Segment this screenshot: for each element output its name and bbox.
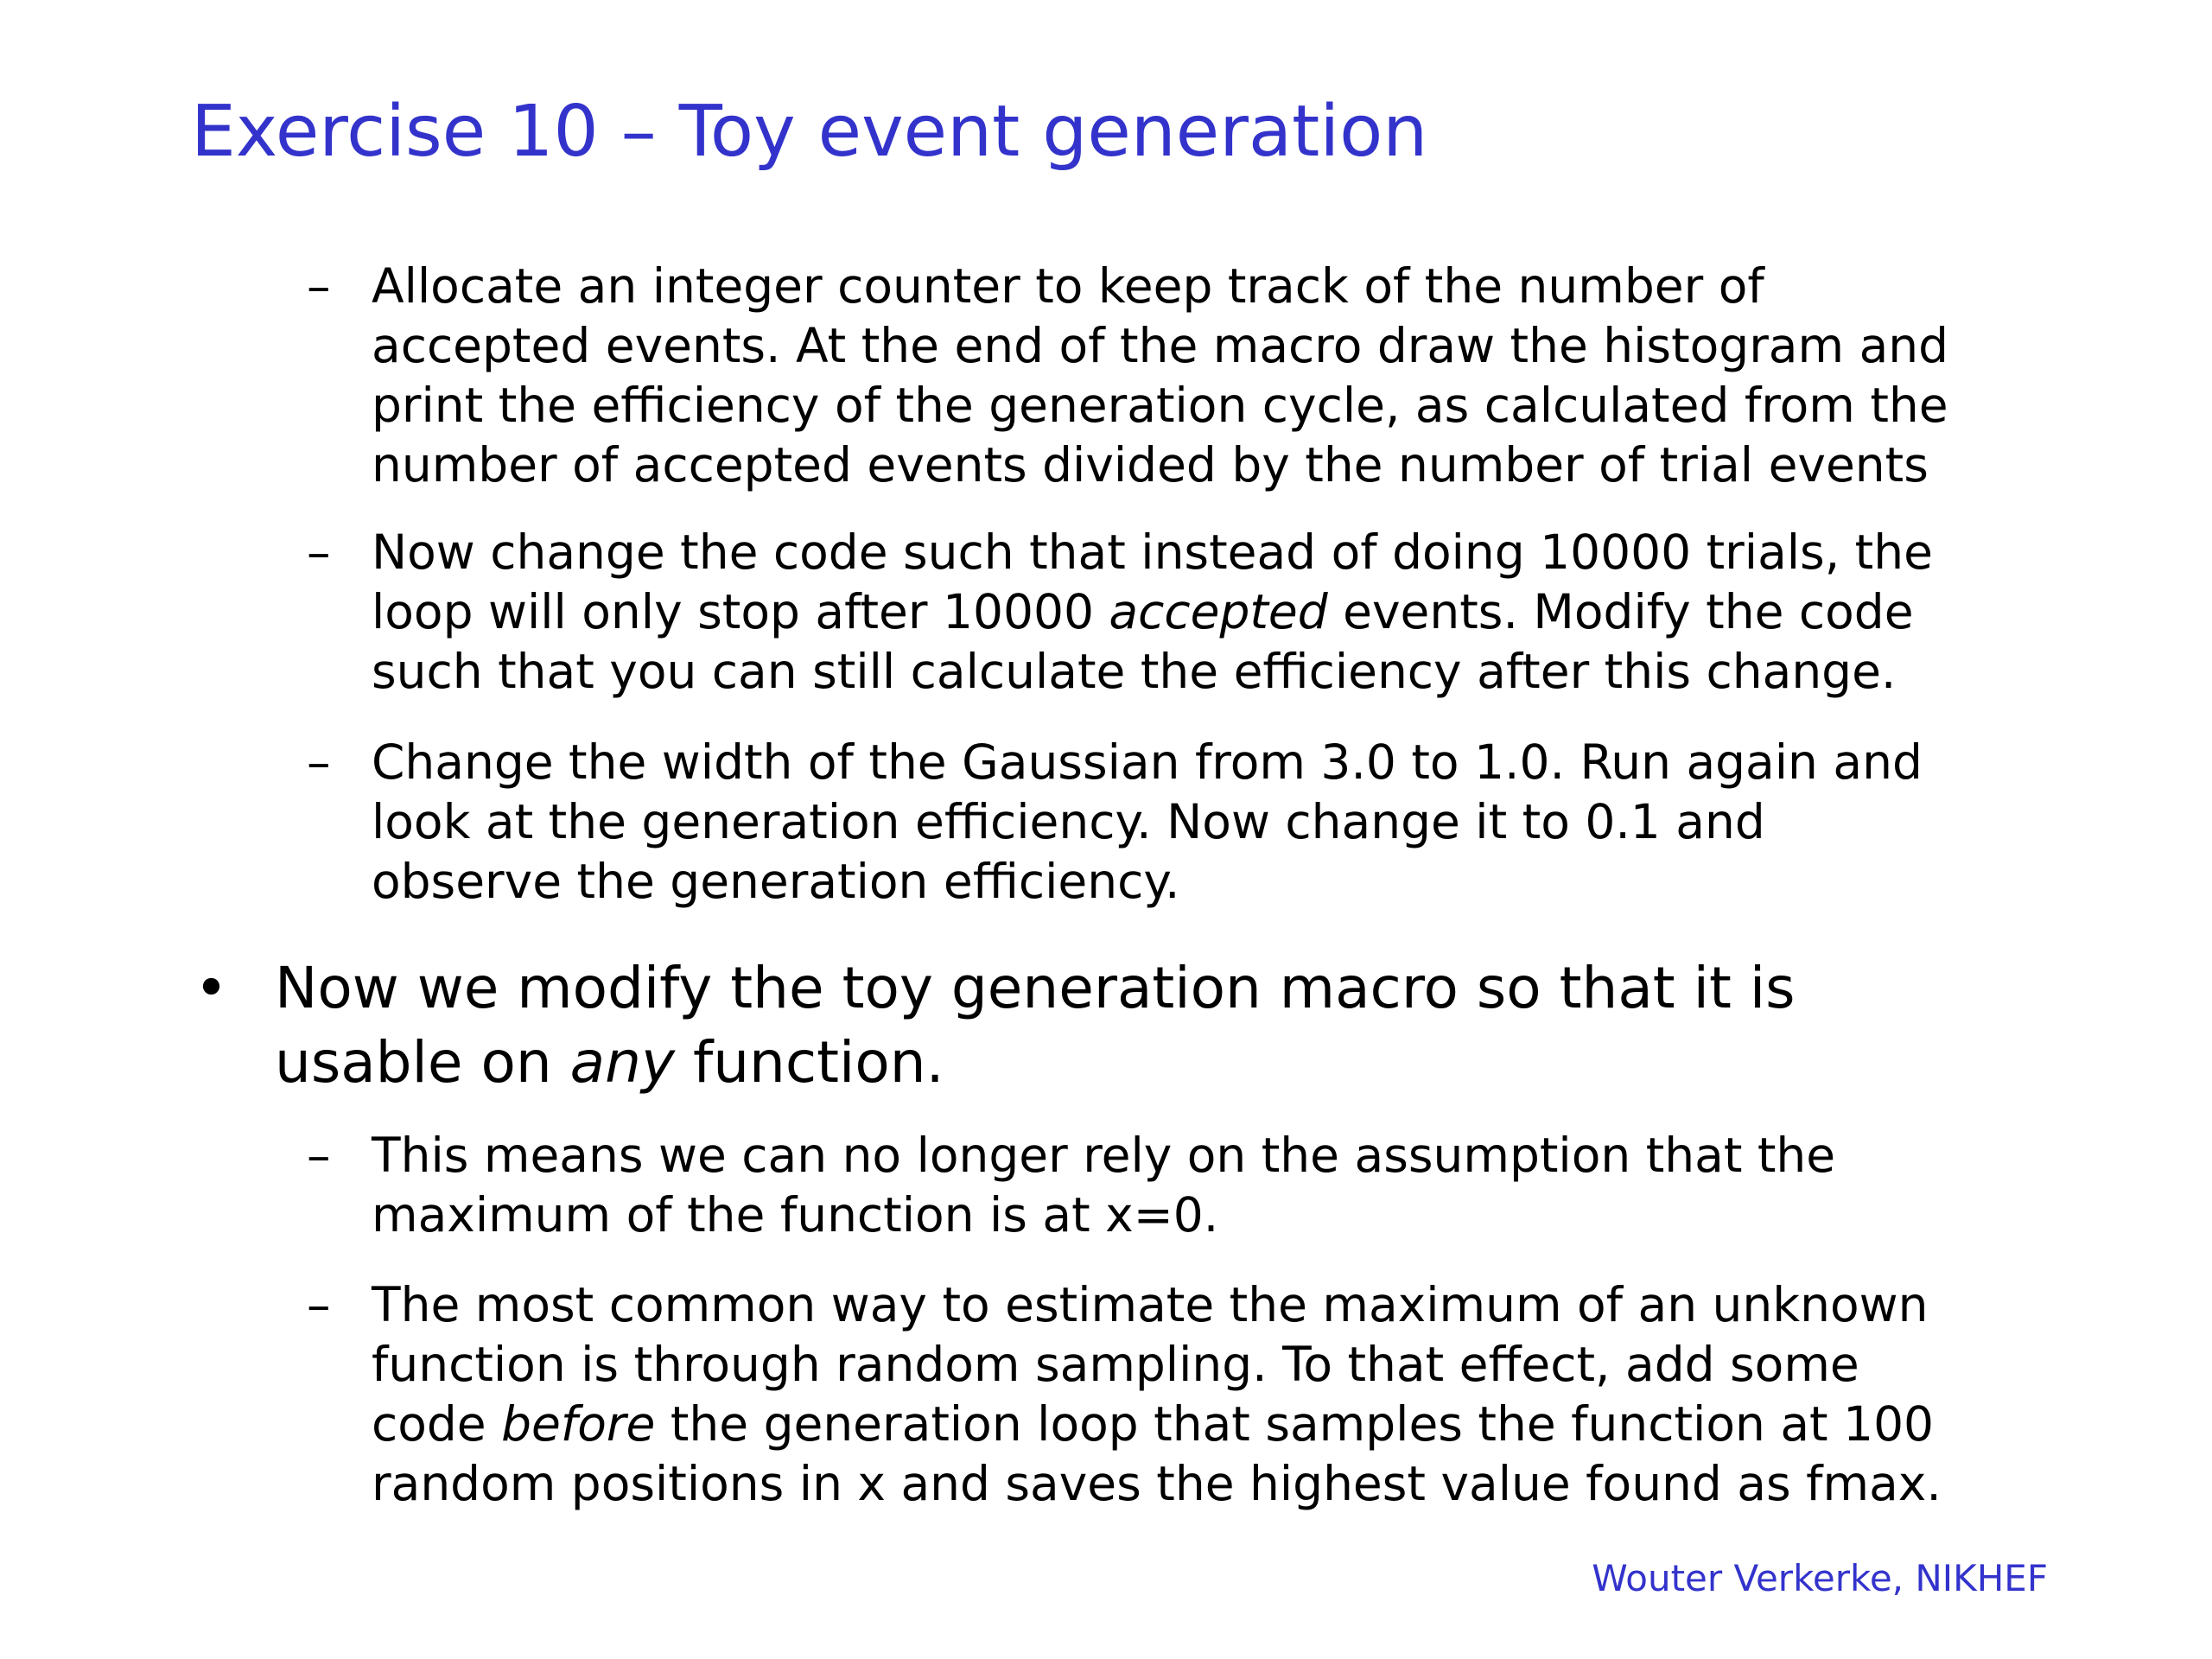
text-run: usable on bbox=[275, 1029, 570, 1096]
text-line: Now change the code such that instead of doing 10000 trials, the bbox=[372, 524, 1933, 580]
sub-bullet-text bbox=[372, 1275, 1942, 1514]
text-line: Allocate an integer counter to keep track of the number of bbox=[372, 258, 1764, 314]
text-line: look at the generation efficiency. Now change it to 0.1 and bbox=[372, 794, 1765, 849]
text-run: loop will only stop after 10000 bbox=[372, 584, 1109, 639]
text-line: Now we modify the toy generation macro so that it is bbox=[275, 955, 1796, 1021]
dash-marker: – bbox=[307, 1128, 331, 1183]
text-run: code bbox=[372, 1396, 502, 1452]
sub-bullet-text bbox=[372, 1126, 1835, 1245]
text-line: accepted events. At the end of the macro draw the histogram and bbox=[372, 318, 1949, 373]
sub-bullet-text bbox=[372, 523, 1933, 702]
text-run: the generation loop that samples the function at 100 bbox=[655, 1396, 1935, 1452]
text-line: observe the generation efficiency. bbox=[372, 854, 1180, 909]
emphasis-accepted: accepted bbox=[1109, 584, 1328, 639]
text-line: The most common way to estimate the maximum of an unknown bbox=[372, 1277, 1929, 1332]
dash-marker: – bbox=[307, 734, 331, 790]
main-bullet-text bbox=[275, 951, 1796, 1100]
text-line: function is through random sampling. To that effect, add some bbox=[372, 1337, 1859, 1392]
text-line: such that you can still calculate the efficiency after this change. bbox=[372, 644, 1897, 699]
sub-bullet-text bbox=[372, 257, 1948, 495]
text-line: This means we can no longer rely on the assumption that the bbox=[372, 1128, 1836, 1183]
text-line: random positions in x and saves the highest value found as fmax. bbox=[372, 1456, 1942, 1511]
text-line: Change the width of the Gaussian from 3.0 to 1.0. Run again and bbox=[372, 734, 1923, 790]
slide-title: Exercise 10 – Toy event generation bbox=[191, 91, 1428, 173]
text-line bbox=[275, 1026, 1796, 1100]
footer-author: Wouter Verkerke, NIKHEF bbox=[1592, 1557, 2048, 1599]
text-line bbox=[372, 582, 1933, 642]
dash-marker: – bbox=[307, 1277, 331, 1332]
text-line: print the efficiency of the generation cycle, as calculated from the bbox=[372, 378, 1948, 433]
dash-marker: – bbox=[307, 258, 331, 314]
text-line bbox=[372, 1395, 1942, 1454]
text-run: function. bbox=[675, 1029, 944, 1096]
text-line: maximum of the function is at x=0. bbox=[372, 1187, 1219, 1243]
text-line: number of accepted events divided by the number of trial events bbox=[372, 437, 1929, 493]
bullet-marker: • bbox=[194, 955, 228, 1021]
text-run: events. Modify the code bbox=[1327, 584, 1914, 639]
dash-marker: – bbox=[307, 524, 331, 580]
sub-bullet-text bbox=[372, 733, 1923, 912]
emphasis-before: before bbox=[501, 1396, 656, 1452]
emphasis-any: any bbox=[569, 1029, 676, 1096]
